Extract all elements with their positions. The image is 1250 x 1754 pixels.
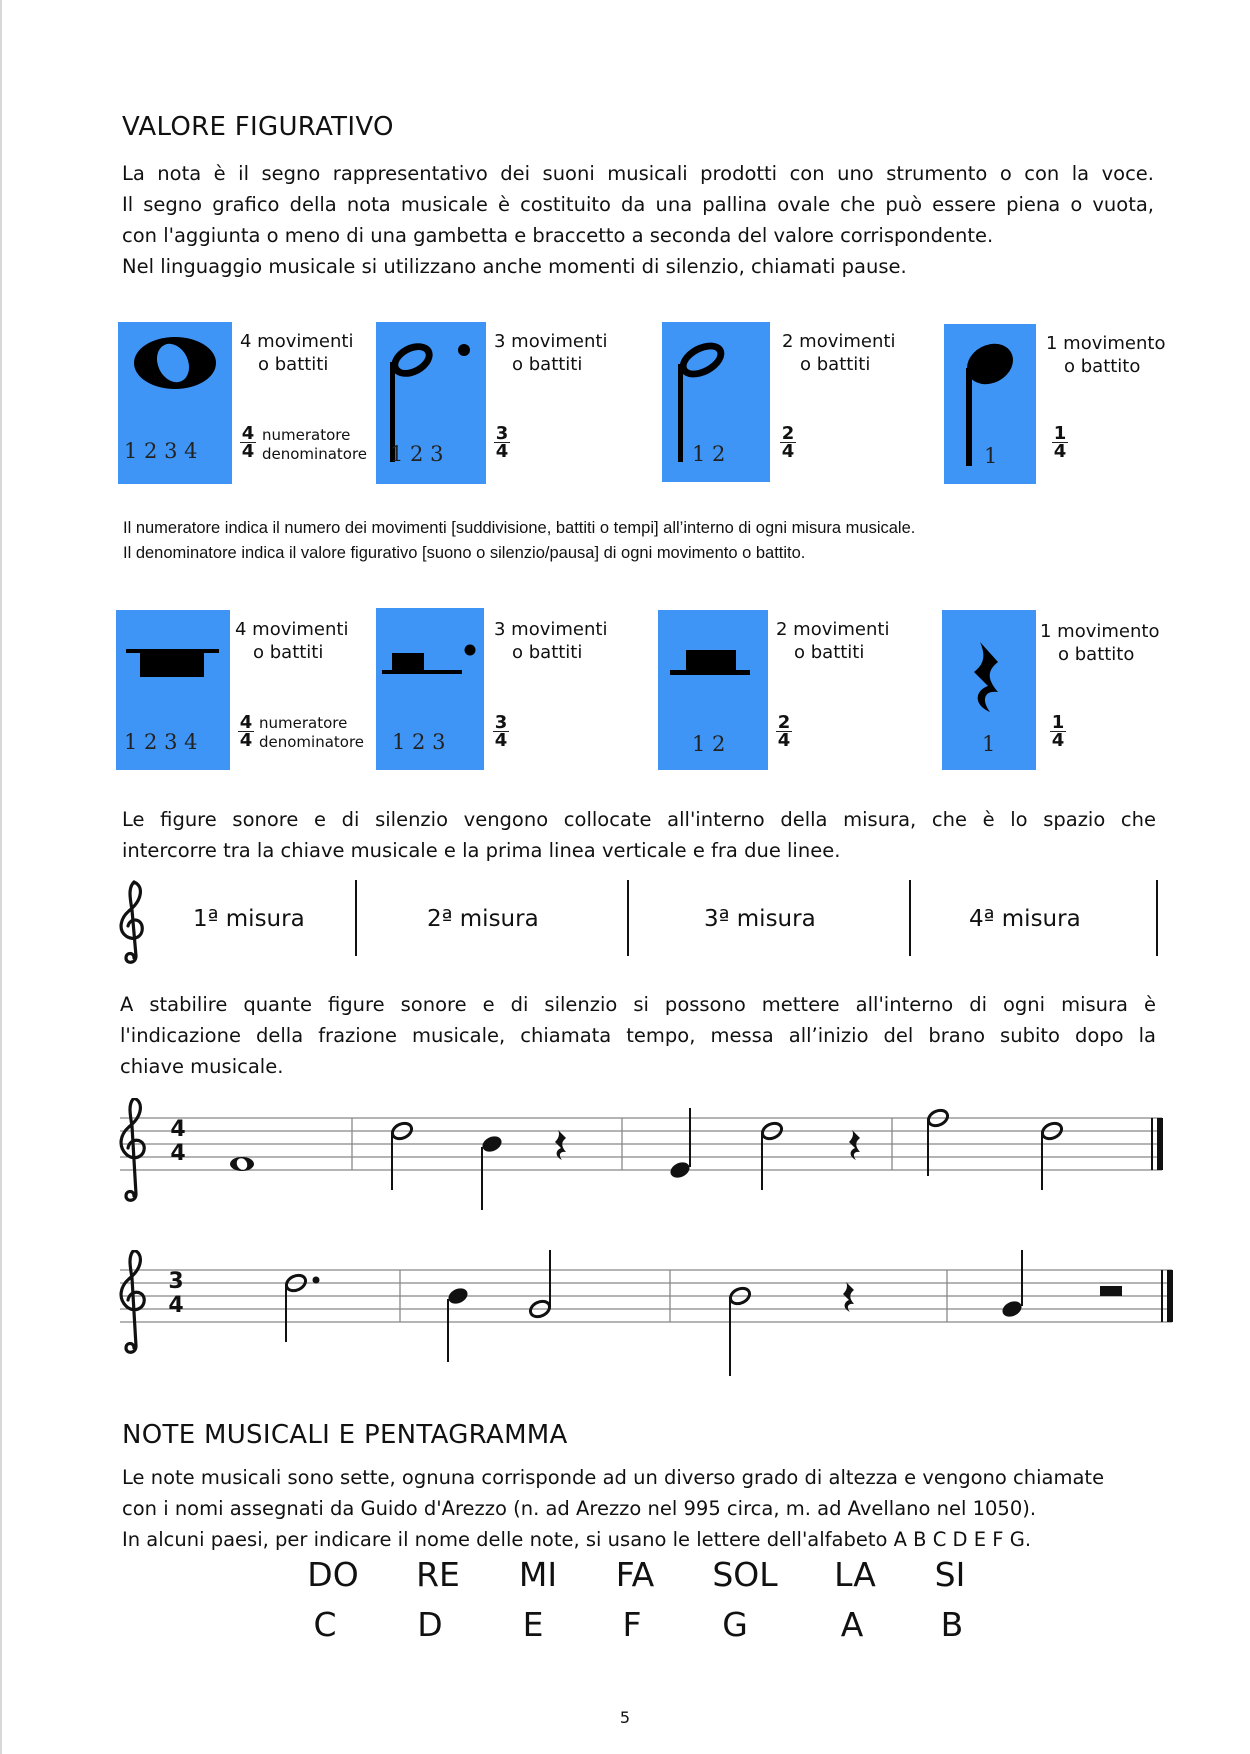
- text-line: chiave musicale.: [120, 1055, 284, 1078]
- quarter-rest: [843, 1282, 854, 1312]
- beats-label: [782, 330, 895, 376]
- measure-label: 2ª misura: [427, 906, 539, 932]
- solfege-name: LA: [834, 1555, 876, 1594]
- label-line: o battiti: [253, 642, 324, 663]
- denominator: 4: [1051, 730, 1065, 751]
- text-line: Il segno grafico della nota musicale è costituito da una pallina ovale che può essere piena o vuota,: [122, 193, 1154, 216]
- numerator: 3: [495, 423, 509, 444]
- label-line: 4 movimenti: [240, 331, 354, 352]
- label-line: 3 movimenti: [494, 331, 608, 352]
- half-note: [728, 1285, 752, 1376]
- beat-counts: 1 2 3 4: [124, 730, 198, 754]
- numerator: 3: [494, 712, 508, 733]
- quarter-note-card: [944, 324, 1036, 484]
- time-fraction: [240, 425, 256, 460]
- whole-note-card: [118, 322, 232, 484]
- quarter-rest: [849, 1130, 860, 1160]
- time-fraction: [494, 425, 510, 460]
- text-line: A stabilire quante figure sonore e di silenzio si possono mettere all'interno di ogni misura è: [120, 993, 1156, 1016]
- text-line: Le figure sonore e di silenzio vengono collocate all'interno della misura, che è lo spazio che: [122, 808, 1156, 831]
- denominator: 4: [781, 441, 795, 462]
- label-line: o battito: [1058, 644, 1135, 665]
- intro-paragraph: [122, 158, 1154, 282]
- beat-counts: 1 2 3: [390, 442, 444, 466]
- label-line: o battiti: [512, 354, 583, 375]
- half-rest: [1100, 1286, 1122, 1296]
- note-letter: D: [417, 1605, 443, 1644]
- beats-label: [776, 618, 889, 664]
- label-line: o battiti: [800, 354, 871, 375]
- page-edge: [0, 0, 2, 1754]
- label-line: o battiti: [794, 642, 865, 663]
- time-sig-denominator: 4: [168, 1293, 184, 1318]
- beats-label: [494, 330, 607, 376]
- note-letter: A: [840, 1605, 864, 1644]
- text-line: l'indicazione della frazione musicale, chiamata tempo, messa all’inizio del brano subito dopo la: [120, 1024, 1156, 1047]
- denominator: 4: [777, 730, 791, 751]
- notes-paragraph: [122, 1462, 1162, 1555]
- label-line: o battiti: [512, 642, 583, 663]
- bar-line: [627, 880, 629, 956]
- label-line: 2 movimenti: [782, 331, 896, 352]
- label-line: 3 movimenti: [494, 619, 608, 640]
- whole-rest-card: [116, 610, 230, 770]
- solfege-name: FA: [615, 1555, 655, 1594]
- tempo-paragraph: [120, 989, 1156, 1082]
- time-fraction: [780, 425, 796, 460]
- fraction-explanation: [123, 516, 915, 566]
- quarter-note: [446, 1285, 470, 1362]
- measure-label: 4ª misura: [969, 906, 1081, 932]
- label-line: 1 movimento: [1040, 621, 1160, 642]
- solfege-name: DO: [307, 1555, 359, 1594]
- label-line: 1 movimento: [1046, 333, 1166, 354]
- half-rest-card: [658, 610, 768, 770]
- half-note-card: [662, 322, 770, 482]
- section-title: NOTE MUSICALI E PENTAGRAMMA: [122, 1420, 568, 1450]
- text-line: intercorre tra la chiave musicale e la prima linea verticale e fra due linee.: [122, 839, 841, 862]
- fraction-labels: [262, 426, 367, 464]
- numerator: 1: [1053, 423, 1067, 444]
- label-line: o battito: [1064, 356, 1141, 377]
- time-fraction: [493, 714, 509, 749]
- note-letter: F: [622, 1605, 642, 1644]
- time-fraction: [1052, 425, 1068, 460]
- measure-paragraph: [122, 804, 1156, 866]
- denominator: 4: [241, 441, 255, 462]
- dotted-half-note-card: [376, 322, 486, 484]
- note-letter: C: [313, 1605, 337, 1644]
- beats-label: [1040, 620, 1159, 666]
- page-number: 5: [619, 1708, 631, 1727]
- beats-label: [1046, 332, 1165, 378]
- quarter-rest-card: [942, 610, 1036, 770]
- beat-counts: 1 2: [692, 442, 726, 466]
- bar-line: [355, 880, 357, 956]
- numerator-label: numeratore: [259, 714, 348, 732]
- treble-clef-icon: [121, 1250, 144, 1352]
- solfege-name: MI: [518, 1555, 558, 1594]
- numerator: 4: [241, 423, 255, 444]
- label-line: o battiti: [258, 354, 329, 375]
- denominator: 4: [495, 441, 509, 462]
- beats-label: [494, 618, 607, 664]
- text-line: Il denominatore indica il valore figurativo [suono o silenzio/pausa] di ogni movimento o battito.: [123, 544, 806, 562]
- beats-label: [240, 330, 353, 376]
- denominator: 4: [1053, 441, 1067, 462]
- text-line: con l'aggiunta o meno di una gambetta e braccetto a seconda del valore corrispondente.: [122, 224, 994, 247]
- measure-label: 3ª misura: [704, 906, 816, 932]
- text-line: Nel linguaggio musicale si utilizzano anche momenti di silenzio, chiamati pause.: [122, 255, 907, 278]
- numerator: 2: [777, 712, 791, 733]
- time-fraction: [776, 714, 792, 749]
- beat-counts: 1: [984, 444, 998, 468]
- note-letter: G: [722, 1605, 748, 1644]
- staff-4-4: [112, 1098, 1174, 1214]
- numerator: 4: [239, 712, 253, 733]
- time-sig-numerator: 3: [168, 1269, 184, 1294]
- label-line: 2 movimenti: [776, 619, 890, 640]
- dotted-half-rest-card: [376, 608, 484, 770]
- denominator: 4: [494, 730, 508, 751]
- beats-label: [235, 618, 348, 664]
- text-line: La nota è il segno rappresentativo dei suoni musicali prodotti con uno strumento o con la voce.: [122, 162, 1154, 185]
- text-line: Il numeratore indica il numero dei movimenti [suddivisione, battiti o tempi] all’interno di ogni misura musicale.: [123, 519, 916, 537]
- measure-label: 1ª misura: [193, 906, 305, 932]
- text-line: con i nomi assegnati da Guido d'Arezzo (n. ad Arezzo nel 995 circa, m. ad Avellano nel 1050).: [122, 1497, 1037, 1520]
- time-sig-numerator: 4: [170, 1117, 186, 1142]
- fraction-labels: [259, 714, 364, 752]
- denominator: 4: [239, 730, 253, 751]
- quarter-rest: [555, 1130, 566, 1160]
- solfege-name: RE: [416, 1555, 460, 1594]
- solfege-name: SI: [934, 1555, 966, 1594]
- note-letter: B: [940, 1605, 964, 1644]
- bar-line: [1156, 880, 1158, 956]
- label-line: 4 movimenti: [235, 619, 349, 640]
- note-letter: E: [522, 1605, 544, 1644]
- beat-counts: 1 2 3 4: [124, 439, 198, 463]
- numerator: 2: [781, 423, 795, 444]
- bar-line: [909, 880, 911, 956]
- solfege-name: SOL: [712, 1555, 778, 1594]
- text-line: Le note musicali sono sette, ognuna corrisponde ad un diverso grado di altezza e vengono chiamate: [122, 1466, 1105, 1489]
- denominator-label: denominatore: [259, 733, 365, 751]
- time-fraction: [238, 714, 254, 749]
- beat-counts: 1 2: [692, 732, 726, 756]
- time-fraction: [1050, 714, 1066, 749]
- treble-clef-icon: [121, 1098, 144, 1200]
- beat-counts: 1: [982, 732, 996, 756]
- numerator: 1: [1051, 712, 1065, 733]
- beat-counts: 1 2 3: [392, 730, 446, 754]
- denominator-label: denominatore: [262, 445, 368, 463]
- numerator-label: numeratore: [262, 426, 351, 444]
- quarter-note: [1000, 1250, 1024, 1320]
- quarter-note: [480, 1133, 504, 1210]
- section-title: VALORE FIGURATIVO: [122, 112, 394, 142]
- time-sig-denominator: 4: [170, 1141, 186, 1166]
- staff-3-4: [112, 1250, 1174, 1380]
- text-line: In alcuni paesi, per indicare il nome delle note, si usano le lettere dell'alfabeto A B C D E F G.: [122, 1528, 1032, 1551]
- treble-clef-icon: [112, 878, 152, 968]
